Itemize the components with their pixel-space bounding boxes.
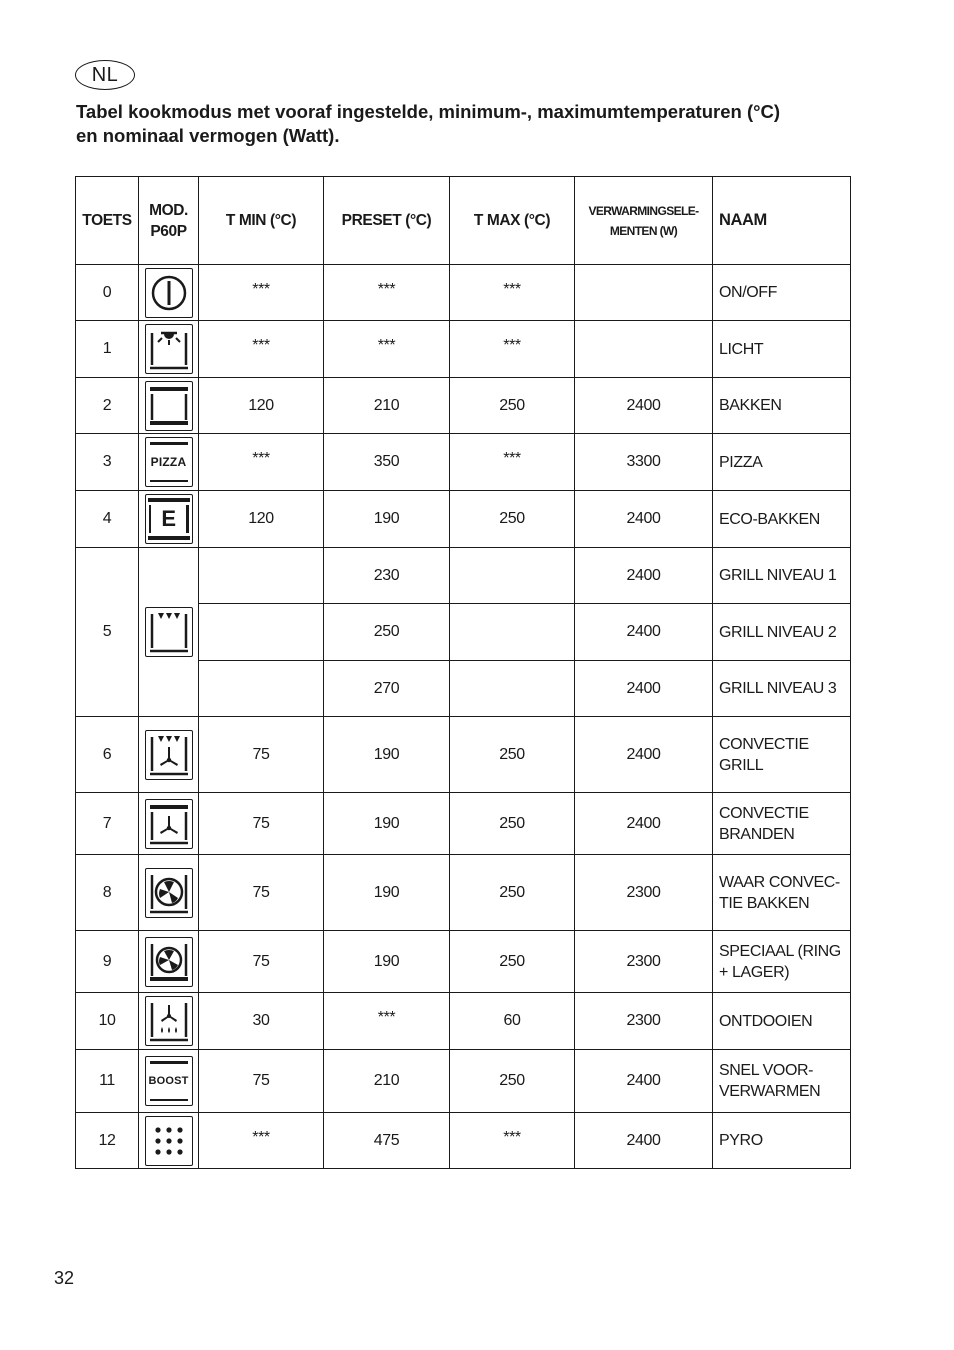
tmin-cell: *** (252, 337, 270, 354)
page-number: 32 (54, 1268, 75, 1288)
tmin-cell: *** (252, 280, 270, 298)
power-cell: 2300 (575, 855, 713, 931)
tmin-cell: 75 (199, 717, 324, 793)
table-row (76, 993, 851, 1050)
power-cell: 2400 (575, 1050, 713, 1113)
preset-cell: 270 (324, 661, 450, 717)
convection-fan-icon (145, 868, 193, 918)
header-verwarming: VERWARMINGSELE-MENTEN (W) (575, 177, 713, 265)
toets-cell: 0 (76, 265, 139, 321)
tmax-cell: 250 (450, 793, 575, 855)
naam-cell: PIZZA (713, 434, 851, 491)
table-row (76, 855, 851, 931)
toets-cell: 12 (76, 1113, 139, 1169)
power-cell (575, 265, 713, 321)
tmin-cell: 120 (199, 491, 324, 548)
table-row (76, 548, 851, 604)
light-icon (145, 324, 193, 374)
toets-cell: 1 (76, 321, 139, 378)
power-cell: 2400 (575, 1113, 713, 1169)
toets-cell: 9 (76, 931, 139, 993)
naam-cell: LICHT (713, 321, 851, 378)
ring-bottom-fan-icon (145, 937, 193, 987)
preset-cell: 190 (324, 491, 450, 548)
naam-cell: CONVECTIE BRANDEN (713, 793, 851, 855)
tmin-cell: 75 (199, 855, 324, 931)
preset-cell: 190 (324, 855, 450, 931)
tmax-cell: *** (503, 337, 521, 354)
header-tmin: T MIN (°C) (199, 177, 324, 265)
toets-cell: 7 (76, 793, 139, 855)
naam-cell: BAKKEN (713, 378, 851, 434)
naam-cell: GRILL NIVEAU 2 (713, 604, 851, 661)
toets-cell: 5 (76, 548, 139, 717)
tmin-cell: 75 (199, 793, 324, 855)
tmax-cell: *** (503, 1128, 521, 1146)
tmax-cell: 250 (450, 1050, 575, 1113)
language-code: NL (91, 63, 119, 86)
fan-roast-icon (145, 799, 193, 849)
preset-cell: 230 (324, 548, 450, 604)
title-line-2: en nominaal vermogen (Watt). (76, 125, 340, 146)
power-cell: 3300 (575, 434, 713, 491)
tmax-cell: 60 (450, 993, 575, 1050)
power-cell: 2300 (575, 993, 713, 1050)
power-cell: 2400 (575, 378, 713, 434)
top-bottom-heat-icon (145, 381, 193, 431)
preset-cell: 190 (324, 717, 450, 793)
preset-cell: *** (377, 1009, 396, 1026)
tmin-cell: 120 (199, 378, 324, 434)
tmax-cell: 250 (450, 931, 575, 993)
toets-cell: 11 (76, 1050, 139, 1113)
fan-grill-icon (145, 730, 193, 780)
tmin-cell: 75 (199, 931, 324, 993)
tmin-cell: *** (252, 450, 270, 467)
naam-cell: WAAR CONVEC- TIE BAKKEN (713, 855, 851, 931)
pyrolysis-icon (145, 1116, 193, 1166)
tmax-cell: 250 (450, 855, 575, 931)
power-cell: 2400 (575, 491, 713, 548)
tmax-cell: *** (503, 450, 521, 467)
naam-cell: ONTDOOIEN (713, 993, 851, 1050)
table-row (76, 931, 851, 993)
toets-cell: 4 (76, 491, 139, 548)
toets-cell: 10 (76, 993, 139, 1050)
table-row (76, 1050, 851, 1113)
table-row (76, 434, 851, 491)
preset-cell: 475 (324, 1113, 450, 1169)
naam-cell: ECO-BAKKEN (713, 491, 851, 548)
power-cell: 2400 (575, 793, 713, 855)
power-cell: 2400 (575, 548, 713, 604)
defrost-icon (145, 996, 193, 1046)
table-row (76, 321, 851, 378)
toets-cell: 3 (76, 434, 139, 491)
table-row (76, 793, 851, 855)
tmax-cell: 250 (450, 378, 575, 434)
preset-cell: 350 (324, 434, 450, 491)
naam-cell: SPECIAAL (RING + LAGER) (713, 931, 851, 993)
toets-cell: 8 (76, 855, 139, 931)
eco-icon: E (145, 494, 193, 544)
tmin-cell: 30 (199, 993, 324, 1050)
power-cell: 2400 (575, 661, 713, 717)
pizza-icon: PIZZA (145, 437, 193, 487)
tmin-cell: *** (252, 1128, 270, 1146)
preset-cell: 210 (324, 1050, 450, 1113)
tmax-cell: 250 (450, 491, 575, 548)
preset-cell: 250 (324, 604, 450, 661)
power-icon (145, 268, 193, 318)
title-line-1: Tabel kookmodus met vooraf ingestelde, minimum-, maximumtemperaturen (°C) (76, 101, 781, 122)
naam-cell: GRILL NIVEAU 1 (713, 548, 851, 604)
preset-cell: 190 (324, 931, 450, 993)
naam-cell: ON/OFF (713, 265, 851, 321)
power-cell: 2300 (575, 931, 713, 993)
table-row (76, 717, 851, 793)
header-toets: TOETS (76, 177, 139, 265)
naam-cell: SNEL VOOR- VERWARMEN (713, 1050, 851, 1113)
tmin-cell: 75 (199, 1050, 324, 1113)
language-badge (75, 60, 135, 90)
naam-cell: GRILL NIVEAU 3 (713, 661, 851, 717)
grill-icon (145, 607, 193, 657)
table-row (76, 1113, 851, 1169)
header-mod: MOD. P60P (139, 177, 199, 265)
toets-cell: 6 (76, 717, 139, 793)
tmax-cell: 250 (450, 717, 575, 793)
cooking-modes-table (75, 176, 851, 1169)
power-cell: 2400 (575, 717, 713, 793)
preset-cell: *** (377, 337, 396, 354)
header-tmax: T MAX (°C) (450, 177, 575, 265)
naam-cell: PYRO (713, 1113, 851, 1169)
table-row (76, 265, 851, 321)
preset-cell: 210 (324, 378, 450, 434)
toets-cell: 2 (76, 378, 139, 434)
table-row (76, 491, 851, 548)
table-row (76, 378, 851, 434)
power-cell (575, 321, 713, 378)
page-title (76, 100, 876, 148)
power-cell: 2400 (575, 604, 713, 661)
header-preset: PRESET (°C) (324, 177, 450, 265)
boost-icon: BOOST (145, 1056, 193, 1106)
header-naam: NAAM (713, 177, 851, 265)
tmax-cell: *** (503, 280, 521, 298)
naam-cell: CONVECTIE GRILL (713, 717, 851, 793)
header-row (76, 177, 851, 265)
preset-cell: *** (377, 280, 396, 298)
preset-cell: 190 (324, 793, 450, 855)
